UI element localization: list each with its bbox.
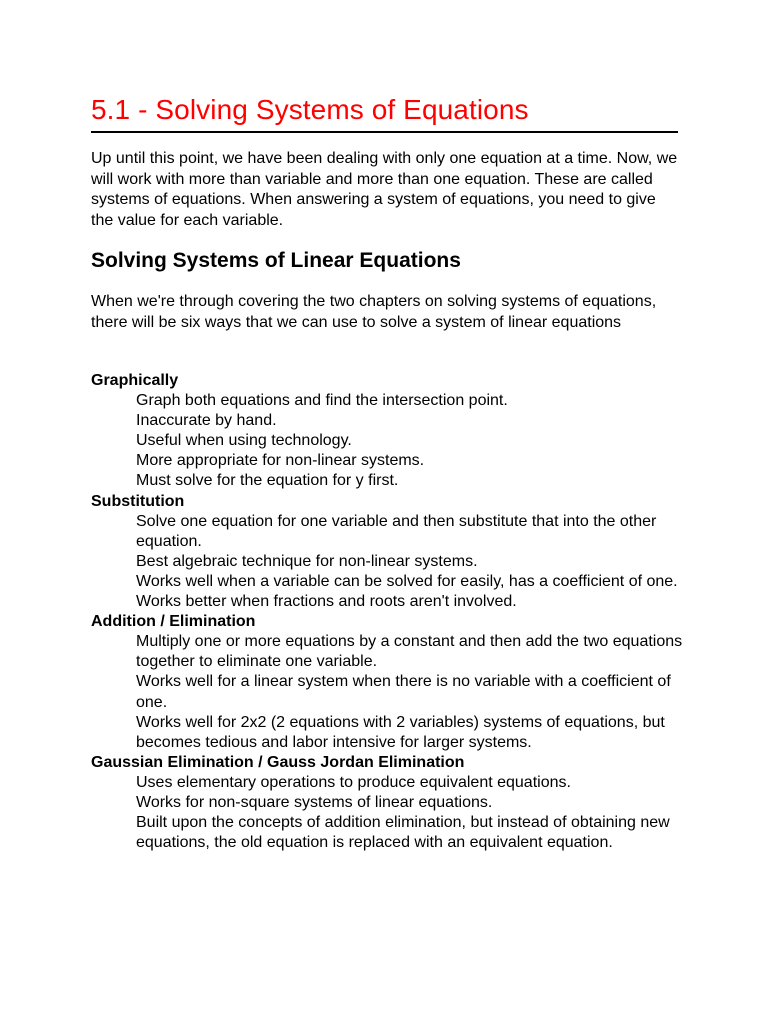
method-name: Gaussian Elimination / Gauss Jordan Elimination [91, 753, 465, 771]
method-point: Works well for a linear system when there is no variable with a coefficient of one. [136, 673, 671, 711]
intro-paragraph: Up until this point, we have been dealing with only one equation at a time. Now, we will work with more than variable and more than one equation. These are called systems of equations. When answering a system of equations, you need to give the value for each variable. [91, 150, 678, 229]
method-point: Best algebraic technique for non-linear systems. [136, 552, 478, 570]
method-point: Graph both equations and find the intersection point. [136, 392, 508, 410]
method-name: Graphically [91, 372, 179, 389]
page-title: 5.1 - Solving Systems of Equations [91, 94, 529, 125]
method-addition-elimination [91, 612, 683, 753]
methods-intro-paragraph: When we're through covering the two chapters on solving systems of equations, there will be six ways that we can use to solve a system of linear equations [91, 293, 657, 331]
method-point: Multiply one or more equations by a constant and then add the two equations together to eliminate one variable. [136, 633, 683, 671]
method-point: More appropriate for non-linear systems. [136, 452, 425, 470]
section-heading: Solving Systems of Linear Equations [91, 249, 461, 272]
method-point: Solve one equation for one variable and then substitute that into the other equation. [136, 512, 657, 550]
method-point: Works for non-square systems of linear equations. [136, 793, 493, 811]
method-graphically [91, 371, 683, 492]
method-name: Substitution [91, 492, 185, 510]
method-points [91, 512, 683, 612]
method-point: Works well when a variable can be solved for easily, has a coefficient of one. [136, 572, 678, 590]
method-point: Uses elementary operations to produce equivalent equations. [136, 773, 571, 791]
method-point: Built upon the concepts of addition elimination, but instead of obtaining new equations, the old equation is replaced with an equivalent equation. [136, 814, 670, 852]
method-name: Addition / Elimination [91, 613, 256, 631]
method-points [91, 632, 683, 753]
method-point: Must solve for the equation for y first. [136, 472, 399, 490]
method-substitution [91, 492, 683, 613]
method-points [91, 773, 683, 853]
method-point: Useful when using technology. [136, 432, 352, 450]
methods-list [91, 371, 683, 853]
method-point: Inaccurate by hand. [136, 412, 277, 430]
method-point: Works well for 2x2 (2 equations with 2 variables) systems of equations, but becomes tedious and labor intensive for larger systems. [136, 713, 665, 751]
method-points [91, 391, 683, 491]
method-point: Works better when fractions and roots aren't involved. [136, 593, 517, 611]
method-gaussian-elimination [91, 753, 683, 853]
title-block [91, 91, 678, 133]
